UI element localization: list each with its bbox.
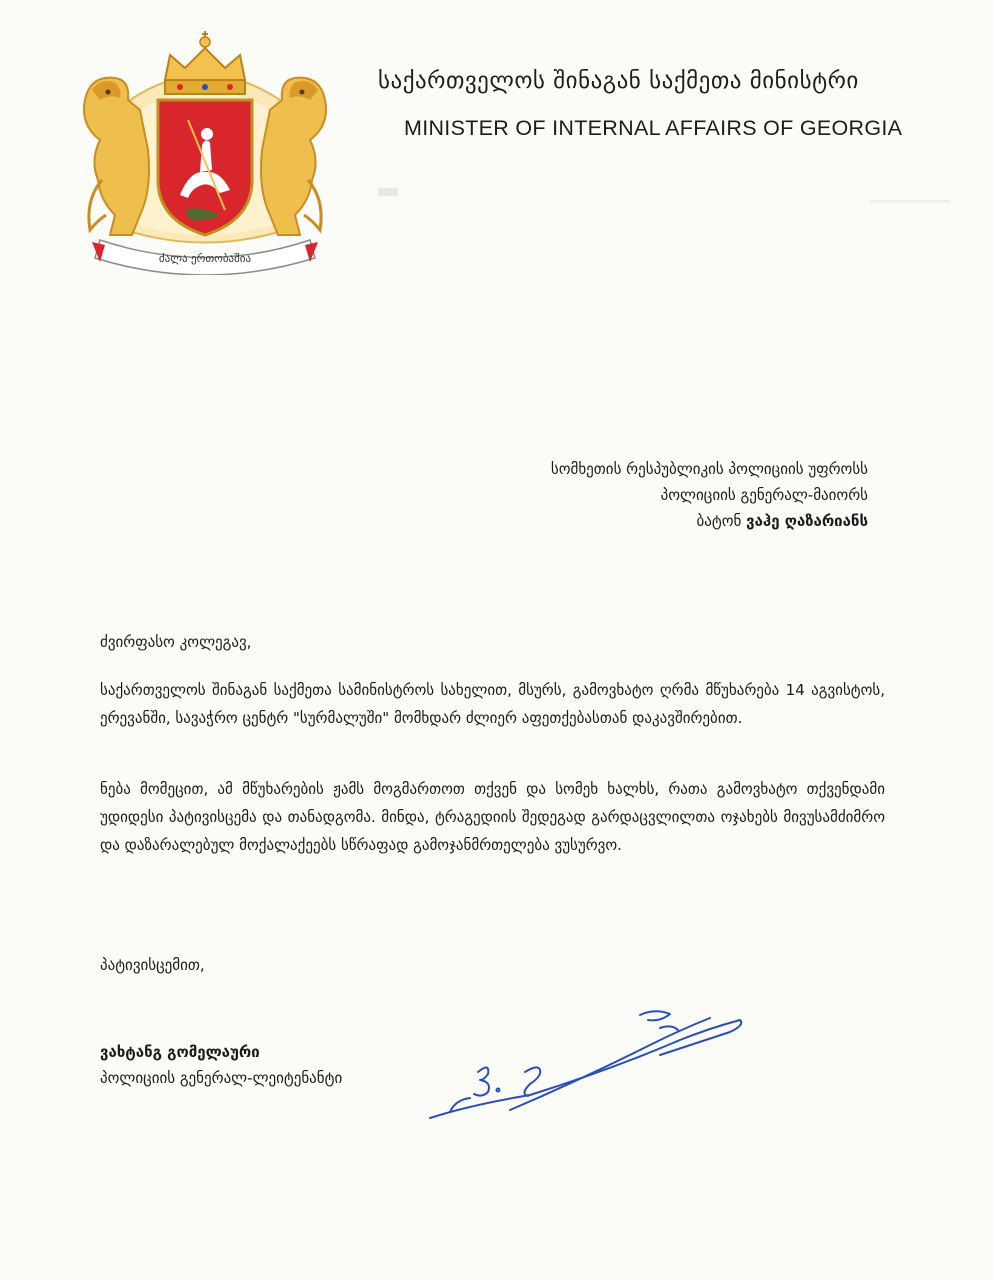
signatory-title: პოლიციის გენერალ-ლეიტენანტი	[100, 1069, 343, 1087]
addressee-line-2: პოლიციის გენერალ-მაიორს	[660, 486, 868, 504]
faint-line	[870, 200, 950, 203]
signatory-name: ვახტანგ გომელაური	[100, 1043, 260, 1061]
emblem-motto: ძალა ერთობაშია	[158, 252, 252, 265]
coat-of-arms-icon	[70, 30, 340, 275]
addressee-block	[551, 456, 868, 534]
ministry-title-ka: საქართველოს შინაგან საქმეთა მინისტრი	[378, 68, 859, 94]
addressee-line-3	[551, 508, 868, 534]
closing-salutation: პატივისცემით,	[100, 956, 205, 974]
greeting: ძვირფასო კოლეგავ,	[100, 633, 252, 651]
addressee-prefix: ბატონ	[696, 512, 747, 530]
handwritten-signature-icon	[410, 1000, 755, 1135]
faint-mark	[378, 188, 398, 196]
addressee-line-1: სომხეთის რესპუბლიკის პოლიციის უფროსს	[550, 460, 868, 478]
body-paragraph-1: საქართველოს შინაგან საქმეთა სამინისტროს სახელით, მსურს, გამოვხატო ღრმა მწუხარება 14 აგვისტოს, ერევანში, სავაჭრო ცენტრ "სურმალუში" მომხდარ ძლიერ აფეთქებასთან დაკავშირებით.	[100, 681, 885, 727]
ministry-title-en: MINISTER OF INTERNAL AFFAIRS OF GEORGIA	[404, 116, 903, 140]
body-paragraph-2: ნება მომეცით, ამ მწუხარების ჟამს მოგმართოთ თქვენ და სომეხ ხალხს, რათა გამოვხატო თქვენდამი უდიდესი პატივისცემა და თანადგომა. მინდა, ტრაგედიის შედეგად გარდაცვლილთა ოჯახებს მივუსამძიმრო და დაზარალებულ მოქალაქეებს სწრაფად გამოჯანმრთელება ვუსურვო.	[100, 780, 885, 854]
addressee-name: ვაჰე ღაზარიანს	[746, 512, 868, 530]
